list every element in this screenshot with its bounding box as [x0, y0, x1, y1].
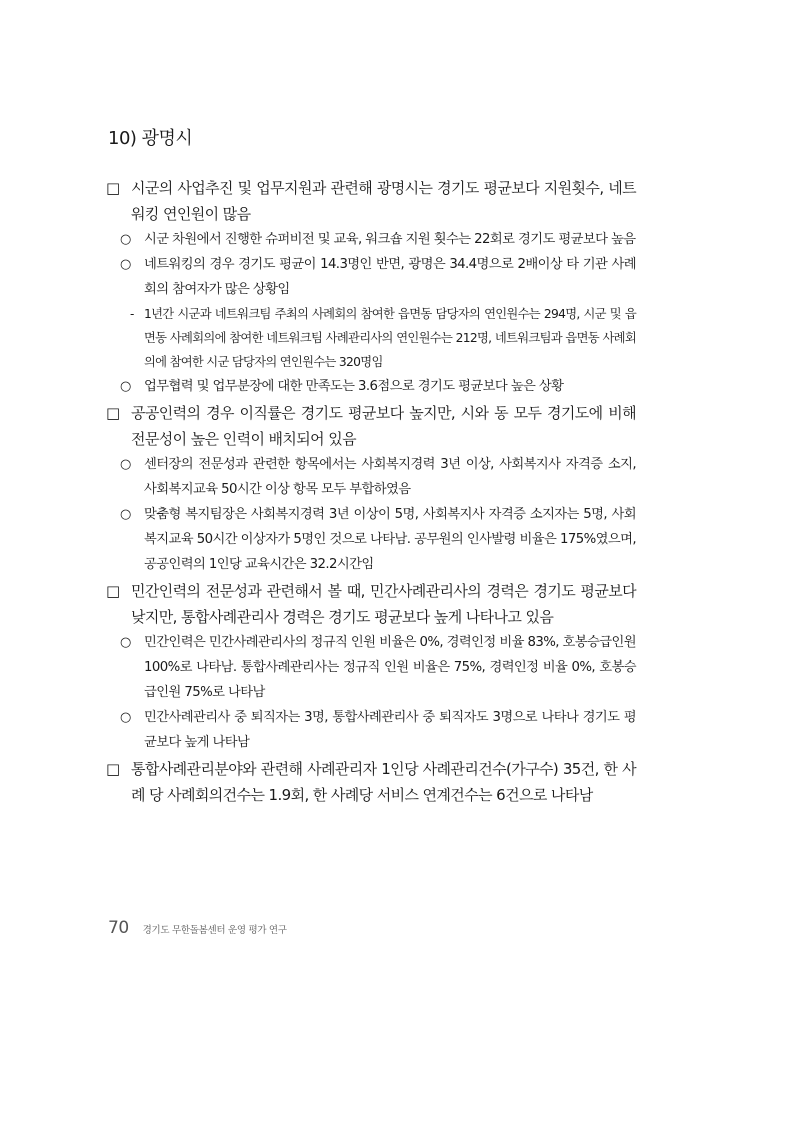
- item-text: 센터장의 전문성과 관련한 항목에서는 사회복지경력 3년 이상, 사회복지사 자격증 소지, 사회복지교육 50시간 이상 항목 모두 부합하였음: [144, 457, 636, 497]
- bullet-level2-item: [104, 705, 636, 755]
- circle-bullet-icon: ○: [120, 379, 131, 394]
- circle-bullet-icon: ○: [120, 232, 131, 247]
- item-text: 민간인력의 전문성과 관련해서 볼 때, 민간사례관리사의 경력은 경기도 평균보다 낮지만, 통합사례관리사 경력은 경기도 평균보다 높게 나타나고 있음: [131, 582, 636, 626]
- bullet-level3-item: [104, 302, 636, 374]
- item-text: 맞춤형 복지팀장은 사회복지경력 3년 이상이 5명, 사회복지사 자격증 소지자는 5명, 사회복지교육 50시간 이상자가 5명인 것으로 나타남. 공무원의 인사발령 비율은 175%였으며, 공공인력의 1인당 교육시간은 32.2시간임: [144, 507, 636, 572]
- report-title: 경기도 무한돌봄센터 운영 평가 연구: [142, 925, 287, 936]
- square-bullet-icon: □: [106, 760, 120, 778]
- bullet-level1-item: [104, 400, 636, 452]
- circle-bullet-icon: ○: [120, 257, 131, 272]
- square-bullet-icon: □: [106, 582, 120, 600]
- bullet-level1-item: [104, 175, 636, 227]
- item-text: 공공인력의 경우 이직률은 경기도 평균보다 높지만, 시와 동 모두 경기도에 비해 전문성이 높은 인력이 배치되어 있음: [131, 404, 636, 448]
- bullet-level2-item: [104, 452, 636, 502]
- bullet-level2-item: [104, 227, 636, 252]
- item-text: 1년간 시군과 네트워크팀 주최의 사례회의 참여한 읍면동 담당자의 연인원수는 294명, 시군 및 읍면동 사례회의에 참여한 네트워크팀 사례관리사의 연인원수는 212명, 네트워크팀과 읍면동 사례회의에 참여한 시군 담당자의 연인원수는 320명임: [144, 307, 636, 369]
- bullet-level1-item: [104, 756, 636, 808]
- item-text: 시군의 사업추진 및 업무지원과 관련해 광명시는 경기도 평균보다 지원횟수, 네트워킹 연인원이 많음: [131, 179, 636, 223]
- item-text: 네트워킹의 경우 경기도 평균이 14.3명인 반면, 광명은 34.4명으로 2배이상 타 기관 사례회의 참여자가 많은 상황임: [144, 257, 636, 297]
- bullet-level1-item: [104, 578, 636, 630]
- item-text: 통합사례관리분야와 관련해 사례관리자 1인당 사례관리건수(가구수) 35건, 한 사례 당 사례회의건수는 1.9회, 한 사례당 서비스 연계건수는 6건으로 나타남: [131, 760, 636, 804]
- square-bullet-icon: □: [106, 404, 120, 422]
- bullet-level2-item: [104, 252, 636, 302]
- section-body: [104, 174, 636, 808]
- circle-bullet-icon: ○: [120, 710, 131, 725]
- circle-bullet-icon: ○: [120, 457, 131, 472]
- circle-bullet-icon: ○: [120, 635, 131, 650]
- item-text: 업무협력 및 업무분장에 대한 만족도는 3.6점으로 경기도 평균보다 높은 상황: [144, 379, 564, 394]
- dash-bullet-icon: -: [130, 307, 134, 321]
- circle-bullet-icon: ○: [120, 507, 131, 522]
- page-number: 70: [108, 918, 129, 938]
- bullet-level2-item: [104, 502, 636, 577]
- bullet-level2-item: [104, 630, 636, 705]
- item-text: 민간인력은 민간사례관리사의 정규직 인원 비율은 0%, 경력인정 비율 83%, 호봉승급인원 100%로 나타남. 통합사례관리사는 정규직 인원 비율은 75%, 경력인정 비율 0%, 호봉승급인원 75%로 나타남: [144, 635, 636, 700]
- item-text: 민간사례관리사 중 퇴직자는 3명, 통합사례관리사 중 퇴직자도 3명으로 나타나 경기도 평균보다 높게 나타남: [144, 710, 636, 750]
- page-footer: [108, 918, 287, 938]
- square-bullet-icon: □: [106, 179, 120, 197]
- section-heading: 10) 광명시: [108, 128, 193, 149]
- bullet-level2-item: [104, 374, 636, 399]
- item-text: 시군 차원에서 진행한 슈퍼비전 및 교육, 워크숍 지원 횟수는 22회로 경기도 평균보다 높음: [144, 232, 636, 247]
